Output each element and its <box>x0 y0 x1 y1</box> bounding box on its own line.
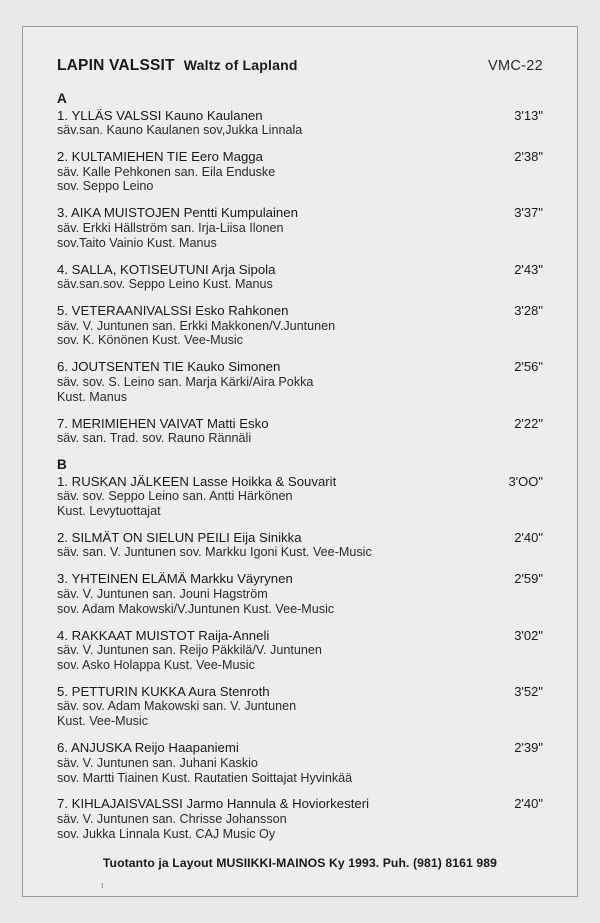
track-item <box>57 628 543 673</box>
track-title: MERIMIEHEN VAIVAT <box>71 415 204 431</box>
track-title-line <box>57 740 467 756</box>
track-artist: Lasse Hoikka & Souvarit <box>192 473 337 489</box>
track-credit-line: säv. san. V. Juntunen sov. Markku Igoni Kust. Vee-Music <box>57 545 372 560</box>
track-credit-line: säv. Kalle Pehkonen san. Eila Enduske <box>57 164 276 179</box>
track-duration: 2'38" <box>514 148 543 164</box>
track-credit-line: Kust. Levytuottajat <box>57 503 161 518</box>
track-title-line <box>57 303 467 319</box>
track-item <box>57 530 543 560</box>
track-title: SALLA, KOTISEUTUNI <box>71 261 209 277</box>
track-duration: 2'59" <box>514 571 543 587</box>
track-credit-line: sov. Jukka Linnala Kust. CAJ Music Oy <box>57 826 276 841</box>
production-credit: Tuotanto ja Layout MUSIIKKI-MAINOS Ky 1993. Puh. (981) 8161 989 <box>102 855 498 870</box>
track-item <box>57 416 543 446</box>
track-item <box>57 740 543 785</box>
track-number: 2. <box>57 148 68 164</box>
side-letter: A <box>57 91 67 106</box>
track-credit-line: säv. sov. Adam Makowski san. V. Juntunen <box>57 699 297 714</box>
track-title: ANJUSKA <box>70 740 132 756</box>
track-title-line <box>57 205 467 221</box>
track-title: KIHLAJAISVALSSI <box>71 796 183 812</box>
track-artist: Raija-Anneli <box>198 627 270 643</box>
track-item <box>57 796 543 841</box>
track-artist: Esko Rahkonen <box>195 302 289 318</box>
track-artist: Aura Stenroth <box>188 683 270 699</box>
track-duration: 2'40" <box>514 796 543 812</box>
track-title: RAKKAAT MUISTOT <box>71 627 195 643</box>
track-artist: Kauno Kaulanen <box>165 107 263 123</box>
track-title-line <box>57 474 467 490</box>
inlay-panel <box>22 26 578 897</box>
track-credit-line: säv. V. Juntunen san. Reijo Päkkilä/V. Juntunen <box>57 643 322 658</box>
track-duration: 3'37" <box>514 205 543 221</box>
track-credit-line: säv. V. Juntunen san. Juhani Kaskio <box>57 755 258 770</box>
track-title-line <box>57 530 467 546</box>
track-item <box>57 262 543 292</box>
track-duration: 2'40" <box>514 529 543 545</box>
track-credit-line: sov.Taito Vainio Kust. Manus <box>57 235 217 250</box>
track-artist: Jarmo Hannula & Hoviorkesteri <box>186 796 370 812</box>
track-title: RUSKAN JÄLKEEN <box>71 473 189 489</box>
track-number: 3. <box>57 571 68 587</box>
track-item <box>57 303 543 348</box>
track-credit-line: sov. Seppo Leino <box>57 179 154 194</box>
track-duration: 2'22" <box>514 415 543 431</box>
track-duration: 2'56" <box>514 359 543 375</box>
track-title: YHTEINEN ELÄMÄ <box>71 571 187 587</box>
track-number: 4. <box>57 627 68 643</box>
header <box>57 57 543 75</box>
track-credit-line: säv. V. Juntunen san. Erkki Makkonen/V.Juntunen <box>57 318 336 333</box>
track-duration: 3'13" <box>514 107 543 123</box>
track-number: 4. <box>57 261 68 277</box>
track-title-line <box>57 628 467 644</box>
track-title: VETERAANIVALSSI <box>71 302 192 318</box>
track-duration: 3'02" <box>514 627 543 643</box>
track-credit-line: säv. Erkki Hällström san. Irja-Liisa Ilonen <box>57 220 284 235</box>
track-title: SILMÄT ON SIELUN PEILI <box>71 529 230 545</box>
track-credit-line: sov. Asko Holappa Kust. Vee-Music <box>57 658 255 672</box>
track-item <box>57 205 543 250</box>
track-title: AIKA MUISTOJEN <box>70 205 180 221</box>
side-block <box>57 91 543 446</box>
track-artist: Pentti Kumpulainen <box>183 205 298 221</box>
catalog-number: VMC-22 <box>488 58 543 74</box>
track-artist: Arja Sipola <box>211 261 276 277</box>
track-artist: Eija Sinikka <box>233 529 302 545</box>
track-credit-line: sov. Martti Tiainen Kust. Rautatien Soittajat Hyvinkää <box>57 770 353 785</box>
printers-mark: ı <box>101 879 104 890</box>
track-duration: 3'28" <box>514 302 543 318</box>
track-artist: Eero Magga <box>191 148 263 164</box>
track-item <box>57 108 543 138</box>
track-item <box>57 149 543 194</box>
track-title: KULTAMIEHEN TIE <box>71 148 188 164</box>
page-title <box>57 57 298 75</box>
track-number: 1. <box>57 107 68 123</box>
track-number: 5. <box>57 302 68 318</box>
track-number: 1. <box>57 473 68 489</box>
track-credit-line: säv. V. Juntunen san. Chrisse Johansson <box>57 812 287 827</box>
track-duration: 2'39" <box>514 740 543 756</box>
track-artist: Matti Esko <box>207 415 269 431</box>
track-title: PETTURIN KUKKA <box>71 683 186 699</box>
track-title-line <box>57 262 467 278</box>
track-duration: 3'OO" <box>508 473 543 489</box>
track-number: 6. <box>57 359 68 375</box>
track-item <box>57 474 543 519</box>
track-artist: Reijo Haapaniemi <box>134 740 239 756</box>
album-subtitle: Waltz of Lapland <box>183 57 298 73</box>
track-title-line <box>57 108 467 124</box>
track-number: 7. <box>57 796 68 812</box>
track-title-line <box>57 684 467 700</box>
track-number: 2. <box>57 529 68 545</box>
track-number: 5. <box>57 683 68 699</box>
track-artist: Kauko Simonen <box>187 359 281 375</box>
track-credit-line: säv. sov. S. Leino san. Marja Kärki/Aira Pokka <box>57 374 314 389</box>
track-item <box>57 684 543 729</box>
track-title-line <box>57 571 467 587</box>
track-listing <box>57 91 543 842</box>
track-title-line <box>57 796 467 812</box>
track-credit-line: säv.san. Kauno Kaulanen sov,Jukka Linnala <box>57 123 303 138</box>
track-credit-line: sov. Adam Makowski/V.Juntunen Kust. Vee-Music <box>57 601 335 616</box>
side-letter: B <box>57 457 67 473</box>
track-title-line <box>57 149 467 165</box>
track-title-line <box>57 416 467 432</box>
album-title: LAPIN VALSSIT <box>57 57 175 74</box>
track-number: 3. <box>57 205 68 221</box>
track-credit-line: säv. sov. Seppo Leino san. Antti Härkönen <box>57 489 293 504</box>
track-duration: 2'43" <box>514 261 543 277</box>
track-title: JOUTSENTEN TIE <box>71 359 184 375</box>
track-credit-line: säv. san. Trad. sov. Rauno Rännäli <box>57 431 252 446</box>
track-item <box>57 571 543 616</box>
track-credit-line: säv. V. Juntunen san. Jouni Hagström <box>57 586 268 601</box>
track-duration: 3'52" <box>514 683 543 699</box>
track-number: 7. <box>57 415 68 431</box>
track-credit-line: säv.san.sov. Seppo Leino Kust. Manus <box>57 277 273 292</box>
track-credit-line: sov. K. Könönen Kust. Vee-Music <box>57 333 243 348</box>
track-artist: Markku Väyrynen <box>190 571 293 587</box>
track-title-line <box>57 359 467 375</box>
track-item <box>57 359 543 404</box>
track-credit-line: Kust. Vee-Music <box>57 714 148 729</box>
track-title: YLLÄS VALSSI <box>71 107 162 123</box>
track-number: 6. <box>57 740 68 756</box>
track-credit-line: Kust. Manus <box>57 389 127 404</box>
side-block <box>57 457 543 842</box>
